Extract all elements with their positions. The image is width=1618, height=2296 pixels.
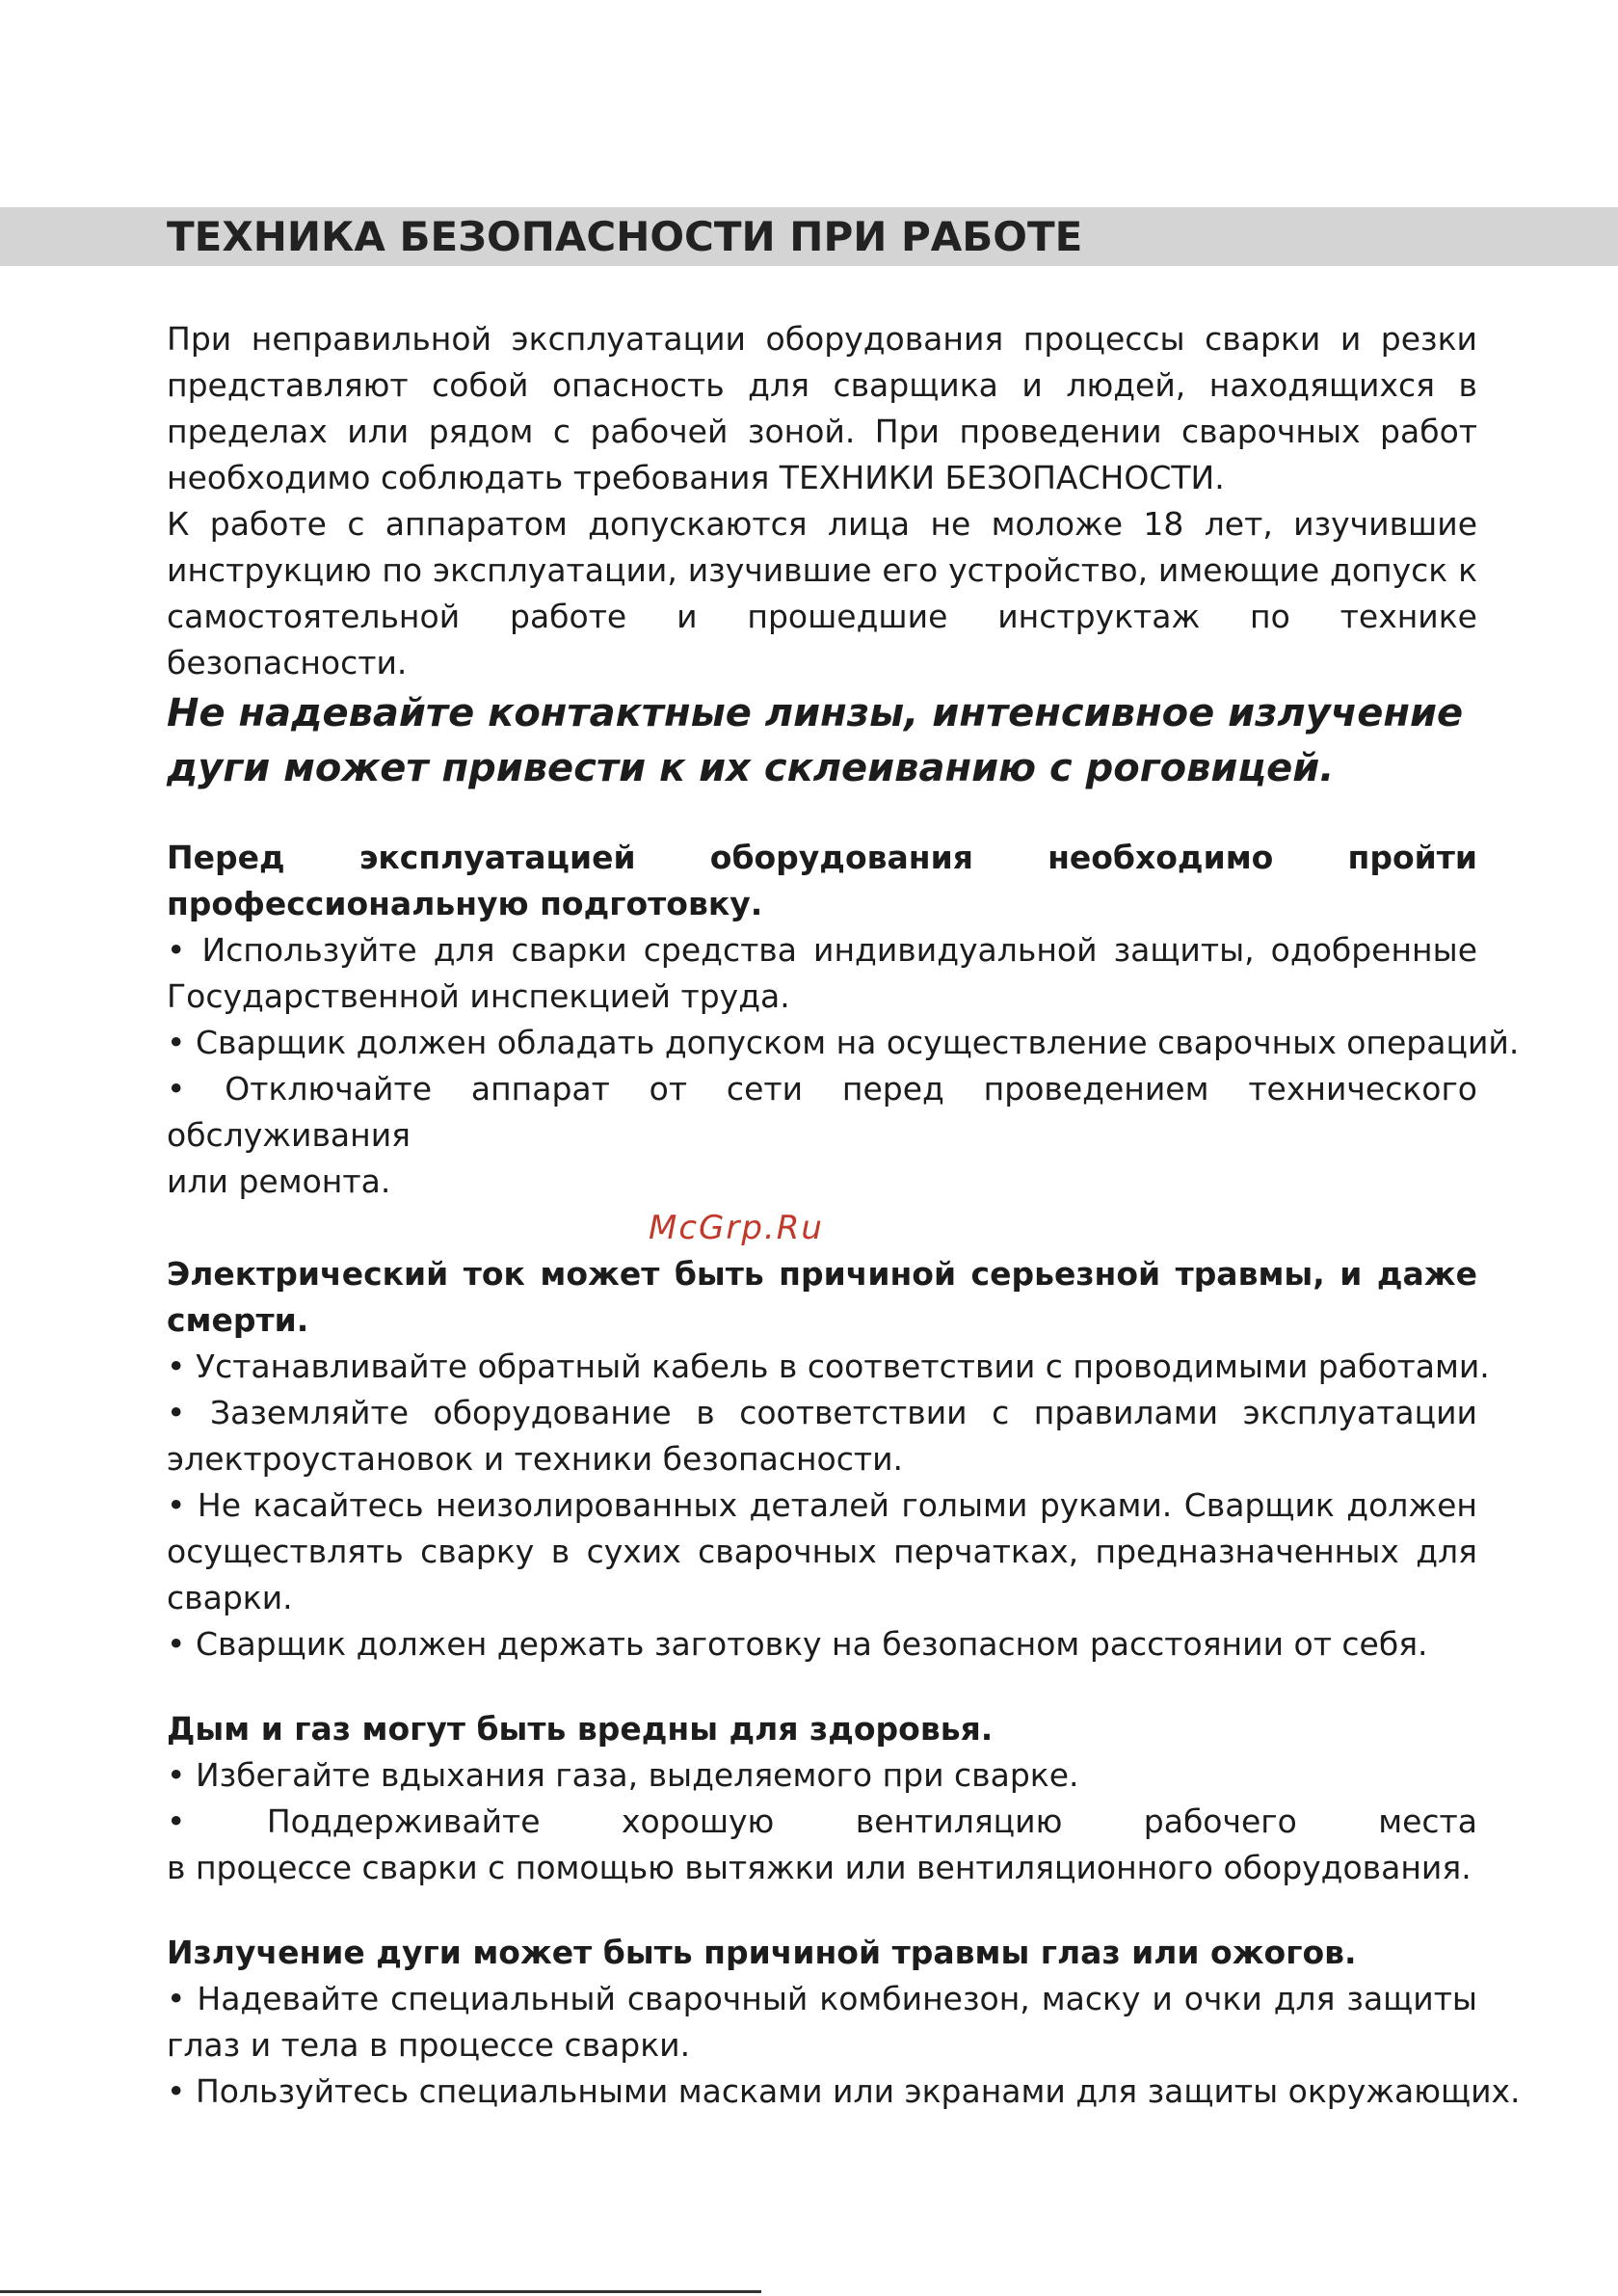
section-heading: Излучение дуги может быть причиной травмы глаз или ожогов. (167, 1934, 1357, 1971)
list-item: Государственной инспекцией труда. (167, 977, 790, 1015)
title-bar (0, 207, 1618, 266)
list-item: • Используйте для сварки средства индивидуальной защиты, одобренные (167, 931, 1477, 969)
text-line: При неправильной эксплуатации оборудования процессы сварки и резки (167, 320, 1477, 358)
text-line: представляют собой опасность для сварщика и людей, находящихся в (167, 366, 1477, 404)
text-line: необходимо соблюдать требования ТЕХНИКИ БЕЗОПАСНОСТИ. (167, 459, 1225, 496)
section-heading: смерти. (167, 1301, 309, 1339)
text-line: самостоятельной работе и прошедшие инструктаж по технике безопасности. (167, 598, 1477, 681)
warning-block (167, 686, 1477, 796)
text-line: инструкцию по эксплуатации, изучившие его устройство, имеющие допуск к (167, 551, 1477, 589)
text-line: К работе с аппаратом допускаются лица не моложе 18 лет, изучившие (167, 505, 1477, 543)
list-item: • Не касайтесь неизолированных деталей голыми руками. Сварщик должен (167, 1486, 1477, 1524)
text-line: пределах или рядом с рабочей зоной. При проведении сварочных работ (167, 413, 1477, 450)
list-item: или ремонта. (167, 1162, 391, 1200)
list-item: осуществлять сварку в сухих сварочных перчатках, предназначенных для (167, 1533, 1477, 1570)
warning-line: Не надевайте контактные линзы, интенсивное излучение (167, 691, 1464, 735)
list-item: • Пользуйтесь специальными масками или экранами для защиты окружающих. (167, 2072, 1521, 2110)
list-item: • Сварщик должен обладать допуском на осуществление сварочных операций. (167, 1024, 1520, 1061)
list-item: • Отключайте аппарат от сети перед проведением технического обслуживания (167, 1070, 1477, 1154)
watermark: McGrp.Ru (649, 1209, 824, 1247)
section-heading: Перед эксплуатацией оборудования необходимо пройти (167, 839, 1477, 876)
list-item: • Поддерживайте хорошую вентиляцию рабочего места (167, 1802, 1477, 1840)
section-heading: профессиональную подготовку. (167, 885, 763, 922)
section-heading: Электрический ток может быть причиной серьезной травмы, и даже (167, 1255, 1477, 1293)
list-item: в процессе сварки с помощью вытяжки или вентиляционного оборудования. (167, 1849, 1472, 1886)
section-radiation (167, 1930, 1521, 2115)
watermark-row (167, 1205, 1477, 1251)
bottom-rule (0, 2290, 761, 2293)
section-training (167, 835, 1520, 1205)
document-body (167, 316, 1521, 2115)
page-title: ТЕХНИКА БЕЗОПАСНОСТИ ПРИ РАБОТЕ (167, 213, 1083, 260)
list-item: • Устанавливайте обратный кабель в соответствии с проводимыми работами. (167, 1348, 1490, 1385)
warning-line: дуги может привести к их склеиванию с роговицей. (167, 746, 1335, 790)
section-smoke (167, 1706, 1477, 1891)
list-item: • Избегайте вдыхания газа, выделяемого при сварке. (167, 1756, 1079, 1794)
section-heading: Дым и газ могут быть вредны для здоровья. (167, 1710, 994, 1748)
list-item: глаз и тела в процессе сварки. (167, 2026, 691, 2064)
intro-paragraph (167, 316, 1477, 686)
list-item: • Надевайте специальный сварочный комбинезон, маску и очки для защиты (167, 1980, 1477, 2017)
list-item: • Сварщик должен держать заготовку на безопасном расстоянии от себя. (167, 1625, 1428, 1663)
section-electric (167, 1251, 1490, 1668)
list-item: электроустановок и техники безопасности. (167, 1440, 904, 1478)
list-item: сварки. (167, 1579, 293, 1616)
list-item: • Заземляйте оборудование в соответствии с правилами эксплуатации (167, 1394, 1477, 1431)
